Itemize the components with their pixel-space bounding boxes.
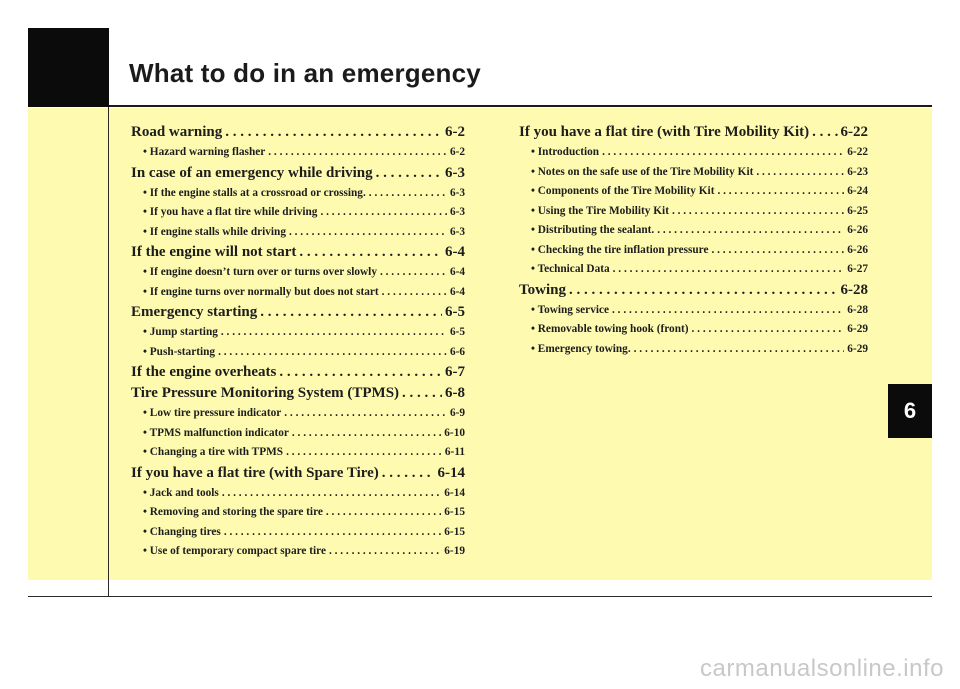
toc-dot-leader [692, 320, 845, 340]
toc-page-number: 6-28 [847, 303, 868, 316]
toc-dot-leader [376, 163, 442, 184]
toc-section-entry[interactable] [131, 242, 465, 263]
toc-page-number: 6-4 [445, 244, 465, 260]
toc-dot-leader [225, 122, 442, 143]
toc-dot-leader [612, 301, 844, 321]
toc-page-number: 6-5 [449, 326, 465, 338]
toc-dot-leader [402, 383, 442, 404]
toc-entry-title: • Technical Data [531, 263, 610, 275]
toc-section-entry[interactable] [131, 362, 465, 383]
toc-dot-leader [602, 143, 844, 163]
toc-entry-title: • If engine doesn’t turn over or turns over slowly [143, 266, 377, 278]
toc-page-number: 6-25 [847, 204, 868, 217]
toc-page-number: 6-3 [449, 186, 465, 199]
toc-entry-title: • If engine turns over normally but does not start [143, 285, 379, 298]
toc-entry-title: • Changing tires [143, 525, 221, 538]
toc-entry-title: • TPMS malfunction indicator [143, 426, 289, 439]
toc-page-number: 6-3 [449, 225, 465, 238]
toc-section-entry[interactable] [131, 463, 465, 484]
toc-section-entry[interactable] [519, 280, 868, 301]
toc-entry-title: If the engine overheats [131, 364, 277, 380]
toc-entry-title: • Removable towing hook (front) [531, 323, 689, 335]
toc-dot-leader [289, 223, 447, 243]
toc-entry-title: • If you have a flat tire while driving [143, 206, 318, 218]
toc-subsection-entry[interactable] [131, 404, 465, 424]
toc-entry-title: Towing [519, 281, 566, 298]
toc-subsection-entry[interactable] [519, 340, 868, 360]
toc-subsection-entry[interactable] [131, 484, 465, 504]
toc-page-number: 6-10 [444, 426, 465, 439]
toc-dot-leader [756, 163, 844, 183]
toc-subsection-entry[interactable] [519, 221, 868, 241]
toc-dot-leader [268, 143, 447, 163]
toc-entry-title: • Use of temporary compact spare tire [143, 545, 326, 557]
toc-dot-leader [717, 182, 844, 202]
toc-subsection-entry[interactable] [131, 523, 465, 543]
toc-entry-title: • Introduction [531, 146, 600, 158]
toc-entry-title: • Distributing the sealant. [531, 224, 655, 236]
toc-entry-title: In case of an emergency while driving [131, 164, 373, 181]
toc-dot-leader [380, 263, 447, 283]
toc-page-number: 6-15 [444, 525, 465, 538]
toc-page-number: 6-3 [445, 164, 465, 181]
toc-page-number: 6-11 [444, 446, 465, 458]
toc-dot-leader [326, 503, 441, 523]
toc-page-number: 6-7 [445, 364, 465, 380]
toc-section-entry[interactable] [131, 122, 465, 143]
toc-dot-leader [382, 283, 447, 303]
page-title: What to do in an emergency [129, 58, 481, 88]
toc-dot-leader [279, 362, 442, 383]
toc-page-number: 6-3 [449, 206, 465, 218]
toc-entry-title: • Low tire pressure indicator [143, 407, 282, 419]
toc-entry-title: • Emergency towing. [531, 342, 631, 355]
watermark: carmanualsonline.info [700, 655, 944, 682]
toc-entry-title: • Using the Tire Mobility Kit [531, 204, 669, 217]
toc-dot-leader [712, 241, 845, 261]
toc-dot-leader [329, 542, 441, 562]
toc-subsection-entry[interactable] [519, 143, 868, 163]
toc-dot-leader [672, 202, 844, 222]
toc-subsection-entry[interactable] [131, 263, 465, 283]
toc-subsection-entry[interactable] [131, 443, 465, 463]
toc-subsection-entry[interactable] [131, 323, 465, 343]
chapter-number-tab: 6 [888, 384, 932, 438]
toc-dot-leader [382, 463, 435, 484]
toc-subsection-entry[interactable] [131, 184, 465, 204]
toc-dot-leader [657, 221, 844, 241]
toc-entry-title: • Checking the tire inflation pressure [531, 243, 709, 256]
toc-entry-title: • Jump starting [143, 326, 218, 338]
toc-subsection-entry[interactable] [131, 503, 465, 523]
toc-section-entry[interactable] [131, 163, 465, 184]
toc-subsection-entry[interactable] [519, 260, 868, 280]
toc-page-number: 6-22 [847, 146, 868, 158]
toc-subsection-entry[interactable] [131, 143, 465, 163]
toc-entry-title: • Removing and storing the spare tire [143, 506, 323, 518]
toc-subsection-entry[interactable] [519, 301, 868, 321]
toc-page-number: 6-23 [847, 165, 868, 178]
toc-dot-leader [369, 184, 447, 204]
toc-page-number: 6-4 [449, 266, 465, 278]
toc-entry-title: Road warning [131, 124, 223, 140]
toc-subsection-entry[interactable] [131, 343, 465, 363]
toc-dot-leader [812, 122, 837, 143]
toc-subsection-entry[interactable] [519, 202, 868, 222]
toc-page-number: 6-29 [847, 342, 868, 355]
toc-dot-leader [320, 203, 446, 223]
toc-subsection-entry[interactable] [131, 424, 465, 444]
toc-right-column [519, 122, 868, 359]
toc-page-number: 6-27 [847, 263, 868, 275]
toc-dot-leader [221, 323, 447, 343]
toc-dot-leader [224, 523, 441, 543]
toc-entry-title: • Push-starting [143, 345, 216, 358]
toc-page-number: 6-4 [449, 285, 465, 298]
toc-entry-title: • Hazard warning flasher [143, 146, 266, 158]
toc-dot-leader [634, 340, 845, 360]
toc-entry-title: If you have a flat tire (with Tire Mobility Kit) [519, 124, 810, 140]
toc-entry-title: • Jack and tools [143, 486, 219, 499]
toc-entry-title: • If engine stalls while driving [143, 225, 286, 238]
toc-entry-title: Emergency starting [131, 304, 258, 320]
toc-page-number: 6-14 [444, 486, 465, 499]
toc-subsection-entry[interactable] [519, 163, 868, 183]
toc-left-column [131, 122, 465, 562]
toc-entry-title: If you have a flat tire (with Spare Tire) [131, 464, 379, 481]
toc-page-number: 6-26 [847, 224, 868, 236]
toc-dot-leader [260, 302, 442, 323]
toc-entry-title: • Changing a tire with TPMS [143, 446, 284, 458]
toc-dot-leader [218, 343, 447, 363]
toc-subsection-entry[interactable] [131, 203, 465, 223]
toc-subsection-entry[interactable] [519, 320, 868, 340]
toc-page-number: 6-2 [445, 124, 465, 140]
bottom-margin-line [28, 596, 932, 597]
toc-page-number: 6-29 [847, 323, 868, 335]
toc-section-entry[interactable] [131, 302, 465, 323]
toc-section-entry[interactable] [519, 122, 868, 143]
toc-page-number: 6-14 [437, 464, 465, 481]
toc-page-number: 6-19 [444, 545, 465, 557]
toc-entry-title: • If the engine stalls at a crossroad or crossing. [143, 186, 366, 199]
title-underline [109, 105, 932, 107]
toc-entry-title: If the engine will not start [131, 244, 297, 260]
toc-dot-leader [569, 280, 838, 301]
left-margin-line [108, 107, 109, 596]
toc-dot-leader [284, 404, 447, 424]
toc-page-number: 6-8 [445, 385, 465, 401]
toc-subsection-entry[interactable] [131, 283, 465, 303]
toc-subsection-entry[interactable] [131, 542, 465, 562]
toc-dot-leader [299, 242, 442, 263]
toc-page-number: 6-28 [840, 281, 868, 298]
toc-dot-leader [286, 443, 442, 463]
toc-section-entry[interactable] [131, 383, 465, 404]
toc-page-number: 6-9 [449, 407, 465, 419]
toc-entry-title: • Components of the Tire Mobility Kit [531, 185, 715, 197]
toc-subsection-entry[interactable] [519, 241, 868, 261]
toc-subsection-entry[interactable] [131, 223, 465, 243]
toc-page-number: 6-26 [847, 243, 868, 256]
toc-page-number: 6-6 [449, 345, 465, 358]
toc-subsection-entry[interactable] [519, 182, 868, 202]
toc-dot-leader [292, 424, 441, 444]
toc-entry-title: Tire Pressure Monitoring System (TPMS) [131, 385, 400, 401]
toc-entry-title: • Towing service [531, 303, 610, 316]
toc-dot-leader [222, 484, 441, 504]
toc-page-number: 6-2 [449, 146, 465, 158]
toc-page-number: 6-22 [840, 124, 868, 140]
toc-dot-leader [613, 260, 845, 280]
corner-black-tab [28, 28, 109, 107]
toc-entry-title: • Notes on the safe use of the Tire Mobility Kit [531, 165, 754, 178]
toc-page-number: 6-5 [445, 304, 465, 320]
toc-page-number: 6-24 [847, 185, 868, 197]
toc-page-number: 6-15 [444, 506, 465, 518]
